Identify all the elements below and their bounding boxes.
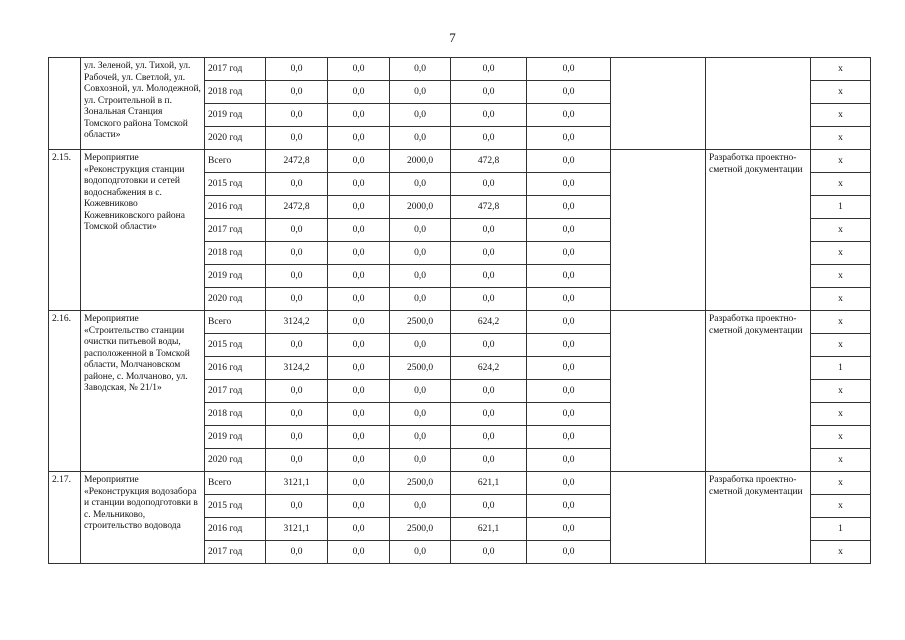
value-federal: 0,0 xyxy=(328,380,390,403)
indicator-value: х xyxy=(811,242,871,265)
value-total: 0,0 xyxy=(266,541,328,564)
indicator-name xyxy=(706,58,811,150)
value-local: 624,2 xyxy=(451,357,527,380)
period-label: 2016 год xyxy=(205,357,266,380)
value-regional: 2500,0 xyxy=(390,311,451,334)
indicator-name: Разработка проектно-сметной документации xyxy=(706,472,811,564)
measure-number xyxy=(49,58,81,150)
value-local: 0,0 xyxy=(451,495,527,518)
value-federal: 0,0 xyxy=(328,472,390,495)
value-extra: 0,0 xyxy=(527,541,611,564)
value-federal: 0,0 xyxy=(328,426,390,449)
table-row xyxy=(49,311,871,334)
measure-name: Мероприятие «Реконструкция станции водоподготовки и сетей водоснабжения в с. Кожевниково Кожевниковского района Томской области» xyxy=(81,150,205,311)
value-extra: 0,0 xyxy=(527,265,611,288)
value-total: 0,0 xyxy=(266,403,328,426)
period-label: 2015 год xyxy=(205,173,266,196)
value-extra: 0,0 xyxy=(527,81,611,104)
value-federal: 0,0 xyxy=(328,81,390,104)
period-label: 2020 год xyxy=(205,127,266,150)
value-local: 0,0 xyxy=(451,81,527,104)
period-label: 2018 год xyxy=(205,81,266,104)
indicator-value: х xyxy=(811,380,871,403)
value-regional: 0,0 xyxy=(390,288,451,311)
value-regional: 0,0 xyxy=(390,58,451,81)
indicator-value: х xyxy=(811,449,871,472)
value-extra: 0,0 xyxy=(527,334,611,357)
indicator-value: х xyxy=(811,173,871,196)
value-extra: 0,0 xyxy=(527,173,611,196)
period-label: Всего xyxy=(205,150,266,173)
value-regional: 0,0 xyxy=(390,403,451,426)
value-extra: 0,0 xyxy=(527,380,611,403)
value-total: 0,0 xyxy=(266,242,328,265)
value-local: 0,0 xyxy=(451,426,527,449)
value-extra: 0,0 xyxy=(527,357,611,380)
value-federal: 0,0 xyxy=(328,127,390,150)
value-regional: 2000,0 xyxy=(390,196,451,219)
value-regional: 0,0 xyxy=(390,495,451,518)
value-federal: 0,0 xyxy=(328,173,390,196)
value-regional: 0,0 xyxy=(390,127,451,150)
value-total: 3121,1 xyxy=(266,518,328,541)
value-total: 0,0 xyxy=(266,334,328,357)
value-regional: 2500,0 xyxy=(390,472,451,495)
value-extra: 0,0 xyxy=(527,219,611,242)
value-regional: 2500,0 xyxy=(390,518,451,541)
value-extra: 0,0 xyxy=(527,196,611,219)
indicator-value: х xyxy=(811,288,871,311)
value-federal: 0,0 xyxy=(328,58,390,81)
value-local: 0,0 xyxy=(451,242,527,265)
value-local: 0,0 xyxy=(451,288,527,311)
value-total: 0,0 xyxy=(266,265,328,288)
value-total: 0,0 xyxy=(266,219,328,242)
indicator-value: х xyxy=(811,311,871,334)
value-total: 0,0 xyxy=(266,288,328,311)
period-label: 2019 год xyxy=(205,104,266,127)
value-total: 0,0 xyxy=(266,426,328,449)
page-number: 7 xyxy=(449,30,456,45)
value-regional: 0,0 xyxy=(390,380,451,403)
value-total: 0,0 xyxy=(266,104,328,127)
indicator-value: х xyxy=(811,150,871,173)
value-regional: 0,0 xyxy=(390,104,451,127)
value-regional: 0,0 xyxy=(390,541,451,564)
value-regional: 0,0 xyxy=(390,173,451,196)
value-local: 621,1 xyxy=(451,472,527,495)
period-label: Всего xyxy=(205,311,266,334)
value-regional: 0,0 xyxy=(390,334,451,357)
value-regional: 0,0 xyxy=(390,426,451,449)
value-regional: 0,0 xyxy=(390,242,451,265)
value-federal: 0,0 xyxy=(328,150,390,173)
period-label: 2019 год xyxy=(205,426,266,449)
value-regional: 2500,0 xyxy=(390,357,451,380)
value-extra: 0,0 xyxy=(527,403,611,426)
value-federal: 0,0 xyxy=(328,495,390,518)
value-local: 624,2 xyxy=(451,311,527,334)
value-extra: 0,0 xyxy=(527,518,611,541)
period-label: 2018 год xyxy=(205,242,266,265)
table-row xyxy=(49,58,871,81)
value-total: 0,0 xyxy=(266,127,328,150)
value-federal: 0,0 xyxy=(328,104,390,127)
value-local: 0,0 xyxy=(451,403,527,426)
indicator-value: х xyxy=(811,426,871,449)
value-total: 3124,2 xyxy=(266,311,328,334)
indicator-value: 1 xyxy=(811,357,871,380)
value-federal: 0,0 xyxy=(328,265,390,288)
period-label: 2018 год xyxy=(205,403,266,426)
value-local: 0,0 xyxy=(451,173,527,196)
period-label: 2020 год xyxy=(205,449,266,472)
responsible-executor xyxy=(611,150,706,311)
value-total: 0,0 xyxy=(266,449,328,472)
value-extra: 0,0 xyxy=(527,288,611,311)
value-total: 0,0 xyxy=(266,58,328,81)
value-regional: 0,0 xyxy=(390,219,451,242)
responsible-executor xyxy=(611,472,706,564)
indicator-value: х xyxy=(811,403,871,426)
responsible-executor xyxy=(611,58,706,150)
measure-number: 2.16. xyxy=(49,311,81,472)
indicator-value: х xyxy=(811,472,871,495)
indicator-value: х xyxy=(811,219,871,242)
period-label: 2016 год xyxy=(205,196,266,219)
value-extra: 0,0 xyxy=(527,472,611,495)
value-extra: 0,0 xyxy=(527,426,611,449)
value-extra: 0,0 xyxy=(527,242,611,265)
value-local: 0,0 xyxy=(451,541,527,564)
indicator-value: х xyxy=(811,265,871,288)
value-local: 0,0 xyxy=(451,219,527,242)
period-label: 2019 год xyxy=(205,265,266,288)
responsible-executor xyxy=(611,311,706,472)
value-local: 472,8 xyxy=(451,196,527,219)
value-local: 621,1 xyxy=(451,518,527,541)
value-extra: 0,0 xyxy=(527,449,611,472)
indicator-value: 1 xyxy=(811,518,871,541)
period-label: 2017 год xyxy=(205,541,266,564)
value-local: 0,0 xyxy=(451,265,527,288)
measure-name: Мероприятие «Реконструкция водозабора и станции водоподготовки в с. Мельниково, строительство водовода xyxy=(81,472,205,564)
measure-name: Мероприятие «Строительство станции очистки питьевой воды, расположенной в Томской области, Молчановском районе, с. Молчаново, ул. Заводская, № 21/1» xyxy=(81,311,205,472)
period-label: 2016 год xyxy=(205,518,266,541)
indicator-value: х xyxy=(811,127,871,150)
value-federal: 0,0 xyxy=(328,403,390,426)
program-measures-table xyxy=(48,57,871,564)
value-total: 0,0 xyxy=(266,380,328,403)
period-label: 2015 год xyxy=(205,334,266,357)
indicator-value: 1 xyxy=(811,196,871,219)
table-row xyxy=(49,472,871,495)
indicator-value: х xyxy=(811,58,871,81)
value-local: 472,8 xyxy=(451,150,527,173)
value-total: 2472,8 xyxy=(266,196,328,219)
indicator-value: х xyxy=(811,495,871,518)
value-regional: 0,0 xyxy=(390,81,451,104)
indicator-name: Разработка проектно-сметной документации xyxy=(706,311,811,472)
value-extra: 0,0 xyxy=(527,495,611,518)
period-label: 2017 год xyxy=(205,219,266,242)
value-federal: 0,0 xyxy=(328,311,390,334)
value-local: 0,0 xyxy=(451,449,527,472)
period-label: 2015 год xyxy=(205,495,266,518)
value-local: 0,0 xyxy=(451,104,527,127)
period-label: 2020 год xyxy=(205,288,266,311)
value-federal: 0,0 xyxy=(328,288,390,311)
indicator-value: х xyxy=(811,334,871,357)
period-label: Всего xyxy=(205,472,266,495)
value-extra: 0,0 xyxy=(527,311,611,334)
value-federal: 0,0 xyxy=(328,334,390,357)
value-total: 3121,1 xyxy=(266,472,328,495)
value-federal: 0,0 xyxy=(328,357,390,380)
value-extra: 0,0 xyxy=(527,58,611,81)
table-row xyxy=(49,150,871,173)
period-label: 2017 год xyxy=(205,58,266,81)
measure-name: ул. Зеленой, ул. Тихой, ул. Рабочей, ул. Светлой, ул. Совхозной, ул. Молодежной, ул. Строительной в п. Зональная Станция Томского района Томской области» xyxy=(81,58,205,150)
value-federal: 0,0 xyxy=(328,196,390,219)
value-extra: 0,0 xyxy=(527,104,611,127)
indicator-value: х xyxy=(811,541,871,564)
value-regional: 0,0 xyxy=(390,265,451,288)
value-total: 0,0 xyxy=(266,81,328,104)
value-total: 0,0 xyxy=(266,173,328,196)
value-extra: 0,0 xyxy=(527,127,611,150)
value-total: 0,0 xyxy=(266,495,328,518)
value-federal: 0,0 xyxy=(328,449,390,472)
value-local: 0,0 xyxy=(451,334,527,357)
value-local: 0,0 xyxy=(451,58,527,81)
value-federal: 0,0 xyxy=(328,541,390,564)
value-regional: 0,0 xyxy=(390,449,451,472)
value-federal: 0,0 xyxy=(328,518,390,541)
value-total: 2472,8 xyxy=(266,150,328,173)
period-label: 2017 год xyxy=(205,380,266,403)
measure-number: 2.15. xyxy=(49,150,81,311)
value-total: 3124,2 xyxy=(266,357,328,380)
indicator-name: Разработка проектно-сметной документации xyxy=(706,150,811,311)
value-extra: 0,0 xyxy=(527,150,611,173)
table-body xyxy=(49,58,871,564)
value-regional: 2000,0 xyxy=(390,150,451,173)
indicator-value: х xyxy=(811,81,871,104)
value-local: 0,0 xyxy=(451,127,527,150)
value-local: 0,0 xyxy=(451,380,527,403)
measure-number: 2.17. xyxy=(49,472,81,564)
indicator-value: х xyxy=(811,104,871,127)
value-federal: 0,0 xyxy=(328,219,390,242)
value-federal: 0,0 xyxy=(328,242,390,265)
